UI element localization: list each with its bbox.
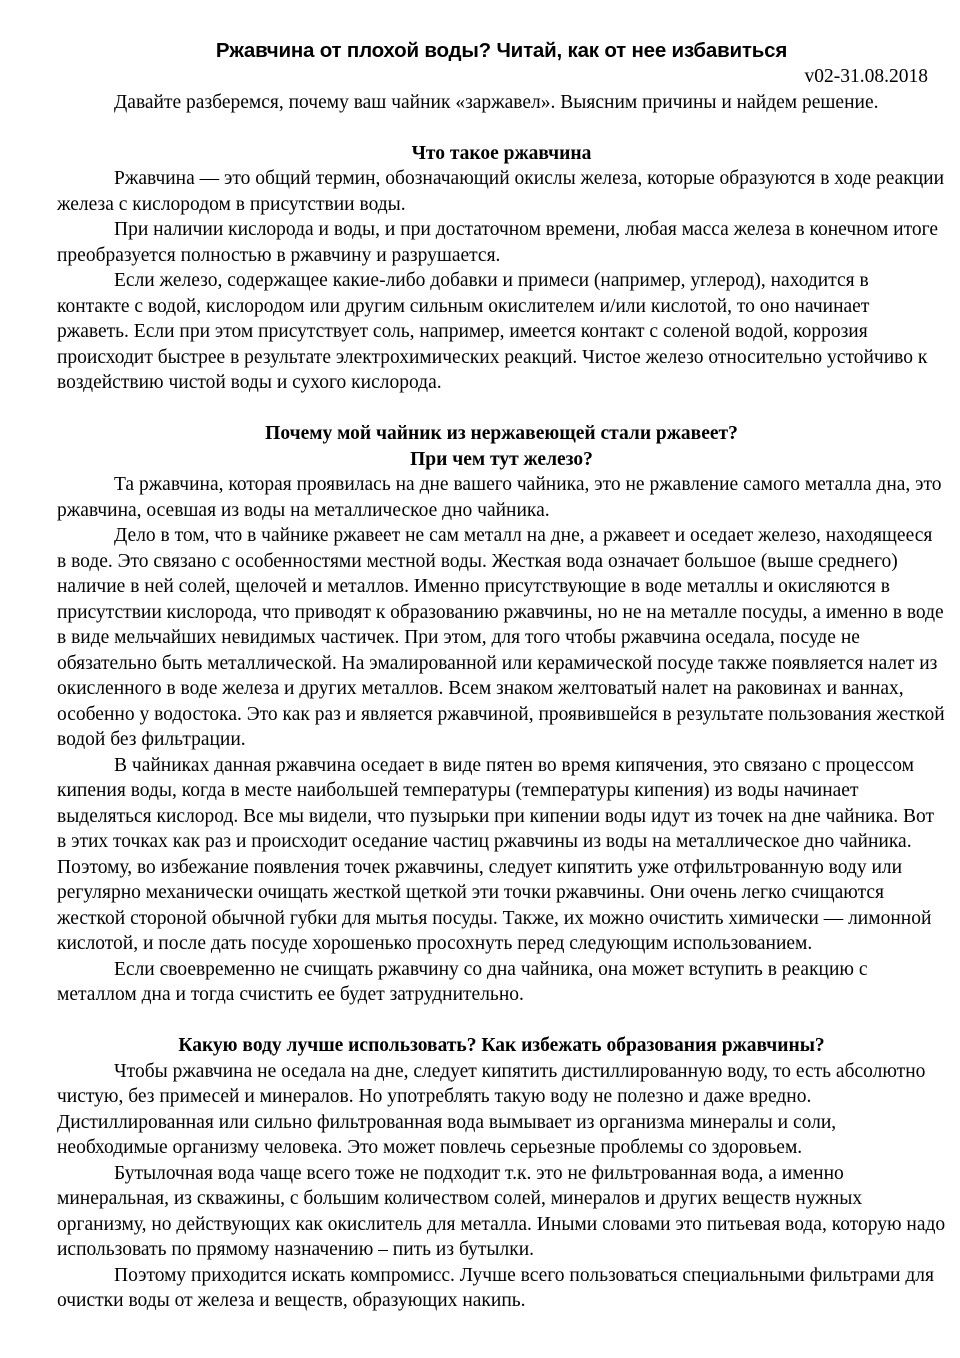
body-paragraph: Поэтому приходится искать компромисс. Лучше всего пользоваться специальными фильтрами для очистки воды от железа и веществ, образующих накипь. (57, 1264, 934, 1311)
section-why-kettle-rusts (57, 421, 946, 1008)
heading-line: Что такое ржавчина (411, 142, 592, 164)
heading-line: Какую воду лучше использовать? Как избежать образования ржавчины? (178, 1035, 825, 1056)
section-heading (57, 141, 946, 167)
body-paragraph: Чтобы ржавчина не оседала на дне, следует кипятить дистиллированную воду, то есть абсолютно чистую, без примесей и минералов. Но употреблять такую воду не полезно и даже вредно. Дистиллированная или сильно фильтрованная вода вымывает из организма минералы и соли, необходимые организму человека. Это может повлечь серьезные проблемы со здоровьем. (57, 1060, 926, 1158)
heading-line: При чем тут железо? (410, 448, 593, 470)
body-paragraph: В чайниках данная ржавчина оседает в виде пятен во время кипячения, это связано с процессом кипения воды, когда в месте наибольшей температуры (температуры кипения) из воды начинает выделяться кислород. Все мы видели, что пузырьки при кипении воды идут из точек на дне чайника. Вот в этих точках как раз и происходит оседание частиц ржавчины из воды на металлическое дно чайника. Поэтому, во избежание появления точек ржавчины, следует кипятить уже отфильтрованную воду или регулярно механически очищать жесткой щеткой эти точки ржавчины. Они очень легко счищаются жесткой стороной обычной губки для мытья посуды. Также, их можно очистить химически — лимонной кислотой, и после дать посуде хорошенько просохнуть перед следующим использованием. (57, 754, 935, 954)
section-heading (57, 1033, 946, 1059)
section-what-is-rust (57, 141, 946, 396)
section-which-water-to-use (57, 1033, 946, 1314)
body-paragraph: Если своевременно не счищать ржавчину со дна чайника, она может вступить в реакцию с металлом дна и тогда счистить ее будет затруднительно. (57, 958, 868, 1005)
body-paragraph: При наличии кислорода и воды, и при достаточном времени, любая масса железа в конечном итоге преобразуется полностью в ржавчину и разрушается. (57, 219, 938, 266)
document-title: Ржавчина от плохой воды? Читай, как от нее избавиться (215, 39, 788, 62)
intro-paragraph: Давайте разберемся, почему ваш чайник «заржавел». Выясним причины и найдем решение. (114, 91, 879, 113)
body-paragraph: Если железо, содержащее какие-либо добавки и примеси (например, углерод), находится в контакте с водой, кислородом или другим сильным окислителем и/или кислотой, то оно начинает ржаветь. Если при этом присутствует соль, например, имеется контакт с соленой водой, коррозия происходит быстрее в результате электрохимических реакций. Чистое железо относительно устойчиво к воздействию чистой воды и сухого кислорода. (57, 270, 928, 393)
version-stamp: v02-31.08.2018 (804, 66, 928, 87)
section-heading (57, 421, 946, 472)
body-paragraph: Бутылочная вода чаще всего тоже не подходит т.к. это не фильтрованная вода, а именно минеральная, из скважины, с большим количеством солей, минералов и других веществ нужных организму, но действующих как окислитель для металла. Иными словами это питьевая вода, которую надо использовать по прямому назначению – пить из бутылки. (57, 1162, 946, 1260)
heading-line: Почему мой чайник из нержавеющей стали ржавеет? (265, 423, 738, 444)
body-paragraph: Ржавчина — это общий термин, обозначающий окислы железа, которые образуются в ходе реакции железа с кислородом в присутствии воды. (57, 168, 945, 215)
body-paragraph: Та ржавчина, которая проявилась на дне вашего чайника, это не ржавление самого металла дна, это ржавчина, осевшая из воды на металлическое дно чайника. (57, 474, 942, 521)
body-paragraph: Дело в том, что в чайнике ржавеет не сам металл на дне, а ржавеет и оседает железо, находящееся в воде. Это связано с особенностями местной воды. Жесткая вода означает большое (выше среднего) наличие в ней солей, щелочей и металлов. Именно присутствующие в воде металлы и окисляются в присутствии кислорода, что приводят к образованию ржавчины, но не на металле посуды, а именно в воде в виде мельчайших невидимых частичек. При этом, для того чтобы ржавчина оседала, посуде не обязательно быть металлической. На эмалированной или керамической посуде также появляется налет из окисленного в воде железа и других металлов. Всем знаком желтоватый налет на раковинах и ваннах, особенно у водостока. Это как раз и является ржавчиной, проявившейся в результате пользования жесткой водой без фильтрации. (57, 525, 945, 750)
